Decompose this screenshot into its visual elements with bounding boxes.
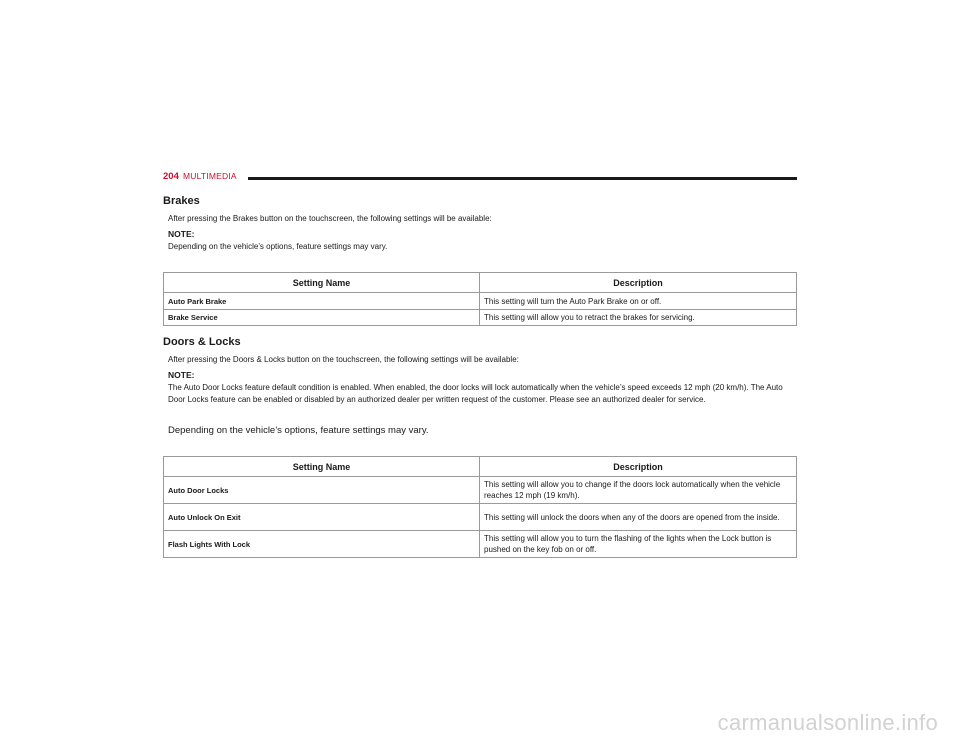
doors-locks-table bbox=[163, 456, 797, 558]
setting-description: This setting will allow you to turn the flashing of the lights when the Lock button is pushed on the key fob on or off. bbox=[480, 531, 797, 558]
table-header-row bbox=[164, 273, 797, 293]
page-number: 204 bbox=[163, 171, 179, 182]
table-row bbox=[164, 531, 797, 558]
section-name: MULTIMEDIA bbox=[183, 171, 237, 181]
table-row bbox=[164, 477, 797, 504]
setting-name: Auto Park Brake bbox=[164, 293, 480, 310]
header-rule bbox=[248, 177, 797, 180]
brakes-intro: After pressing the Brakes button on the touchscreen, the following settings will be available: bbox=[168, 214, 492, 223]
setting-description: This setting will turn the Auto Park Brake on or off. bbox=[480, 293, 797, 310]
setting-description: This setting will allow you to change if the doors lock automatically when the vehicle reaches 12 mph (19 km/h). bbox=[480, 477, 797, 504]
doors-intro: After pressing the Doors & Locks button on the touchscreen, the following settings will be available: bbox=[168, 355, 519, 364]
column-header-setting-name: Setting Name bbox=[164, 457, 480, 477]
setting-name: Brake Service bbox=[164, 310, 480, 326]
brakes-title: Brakes bbox=[163, 195, 200, 207]
doors-note-text: The Auto Door Locks feature default condition is enabled. When enabled, the door locks will lock automatically when the vehicle’s speed exceeds 12 mph (20 km/h). The Auto Door Locks feature can be enabled or disabled by an authorized dealer per written request of the customer. Please see an authorized dealer for service. bbox=[168, 383, 783, 405]
setting-name: Auto Unlock On Exit bbox=[164, 504, 480, 531]
doors-locks-title: Doors & Locks bbox=[163, 336, 241, 348]
setting-description: This setting will unlock the doors when any of the doors are opened from the inside. bbox=[480, 504, 797, 531]
column-header-setting-name: Setting Name bbox=[164, 273, 480, 293]
setting-name: Auto Door Locks bbox=[164, 477, 480, 504]
column-header-description: Description bbox=[480, 457, 797, 477]
brakes-note-label: NOTE: bbox=[168, 229, 195, 239]
watermark: carmanualsonline.info bbox=[717, 710, 938, 735]
column-header-description: Description bbox=[480, 273, 797, 293]
page-header bbox=[163, 171, 797, 185]
table-header-row bbox=[164, 457, 797, 477]
brakes-note-text: Depending on the vehicle’s options, feature settings may vary. bbox=[168, 242, 388, 251]
table-row bbox=[164, 293, 797, 310]
brakes-table bbox=[163, 272, 797, 326]
doors-note-label: NOTE: bbox=[168, 370, 195, 380]
table-row bbox=[164, 310, 797, 326]
setting-description: This setting will allow you to retract the brakes for servicing. bbox=[480, 310, 797, 326]
doors-options-text: Depending on the vehicle’s options, feature settings may vary. bbox=[168, 425, 429, 436]
table-row bbox=[164, 504, 797, 531]
setting-name: Flash Lights With Lock bbox=[164, 531, 480, 558]
